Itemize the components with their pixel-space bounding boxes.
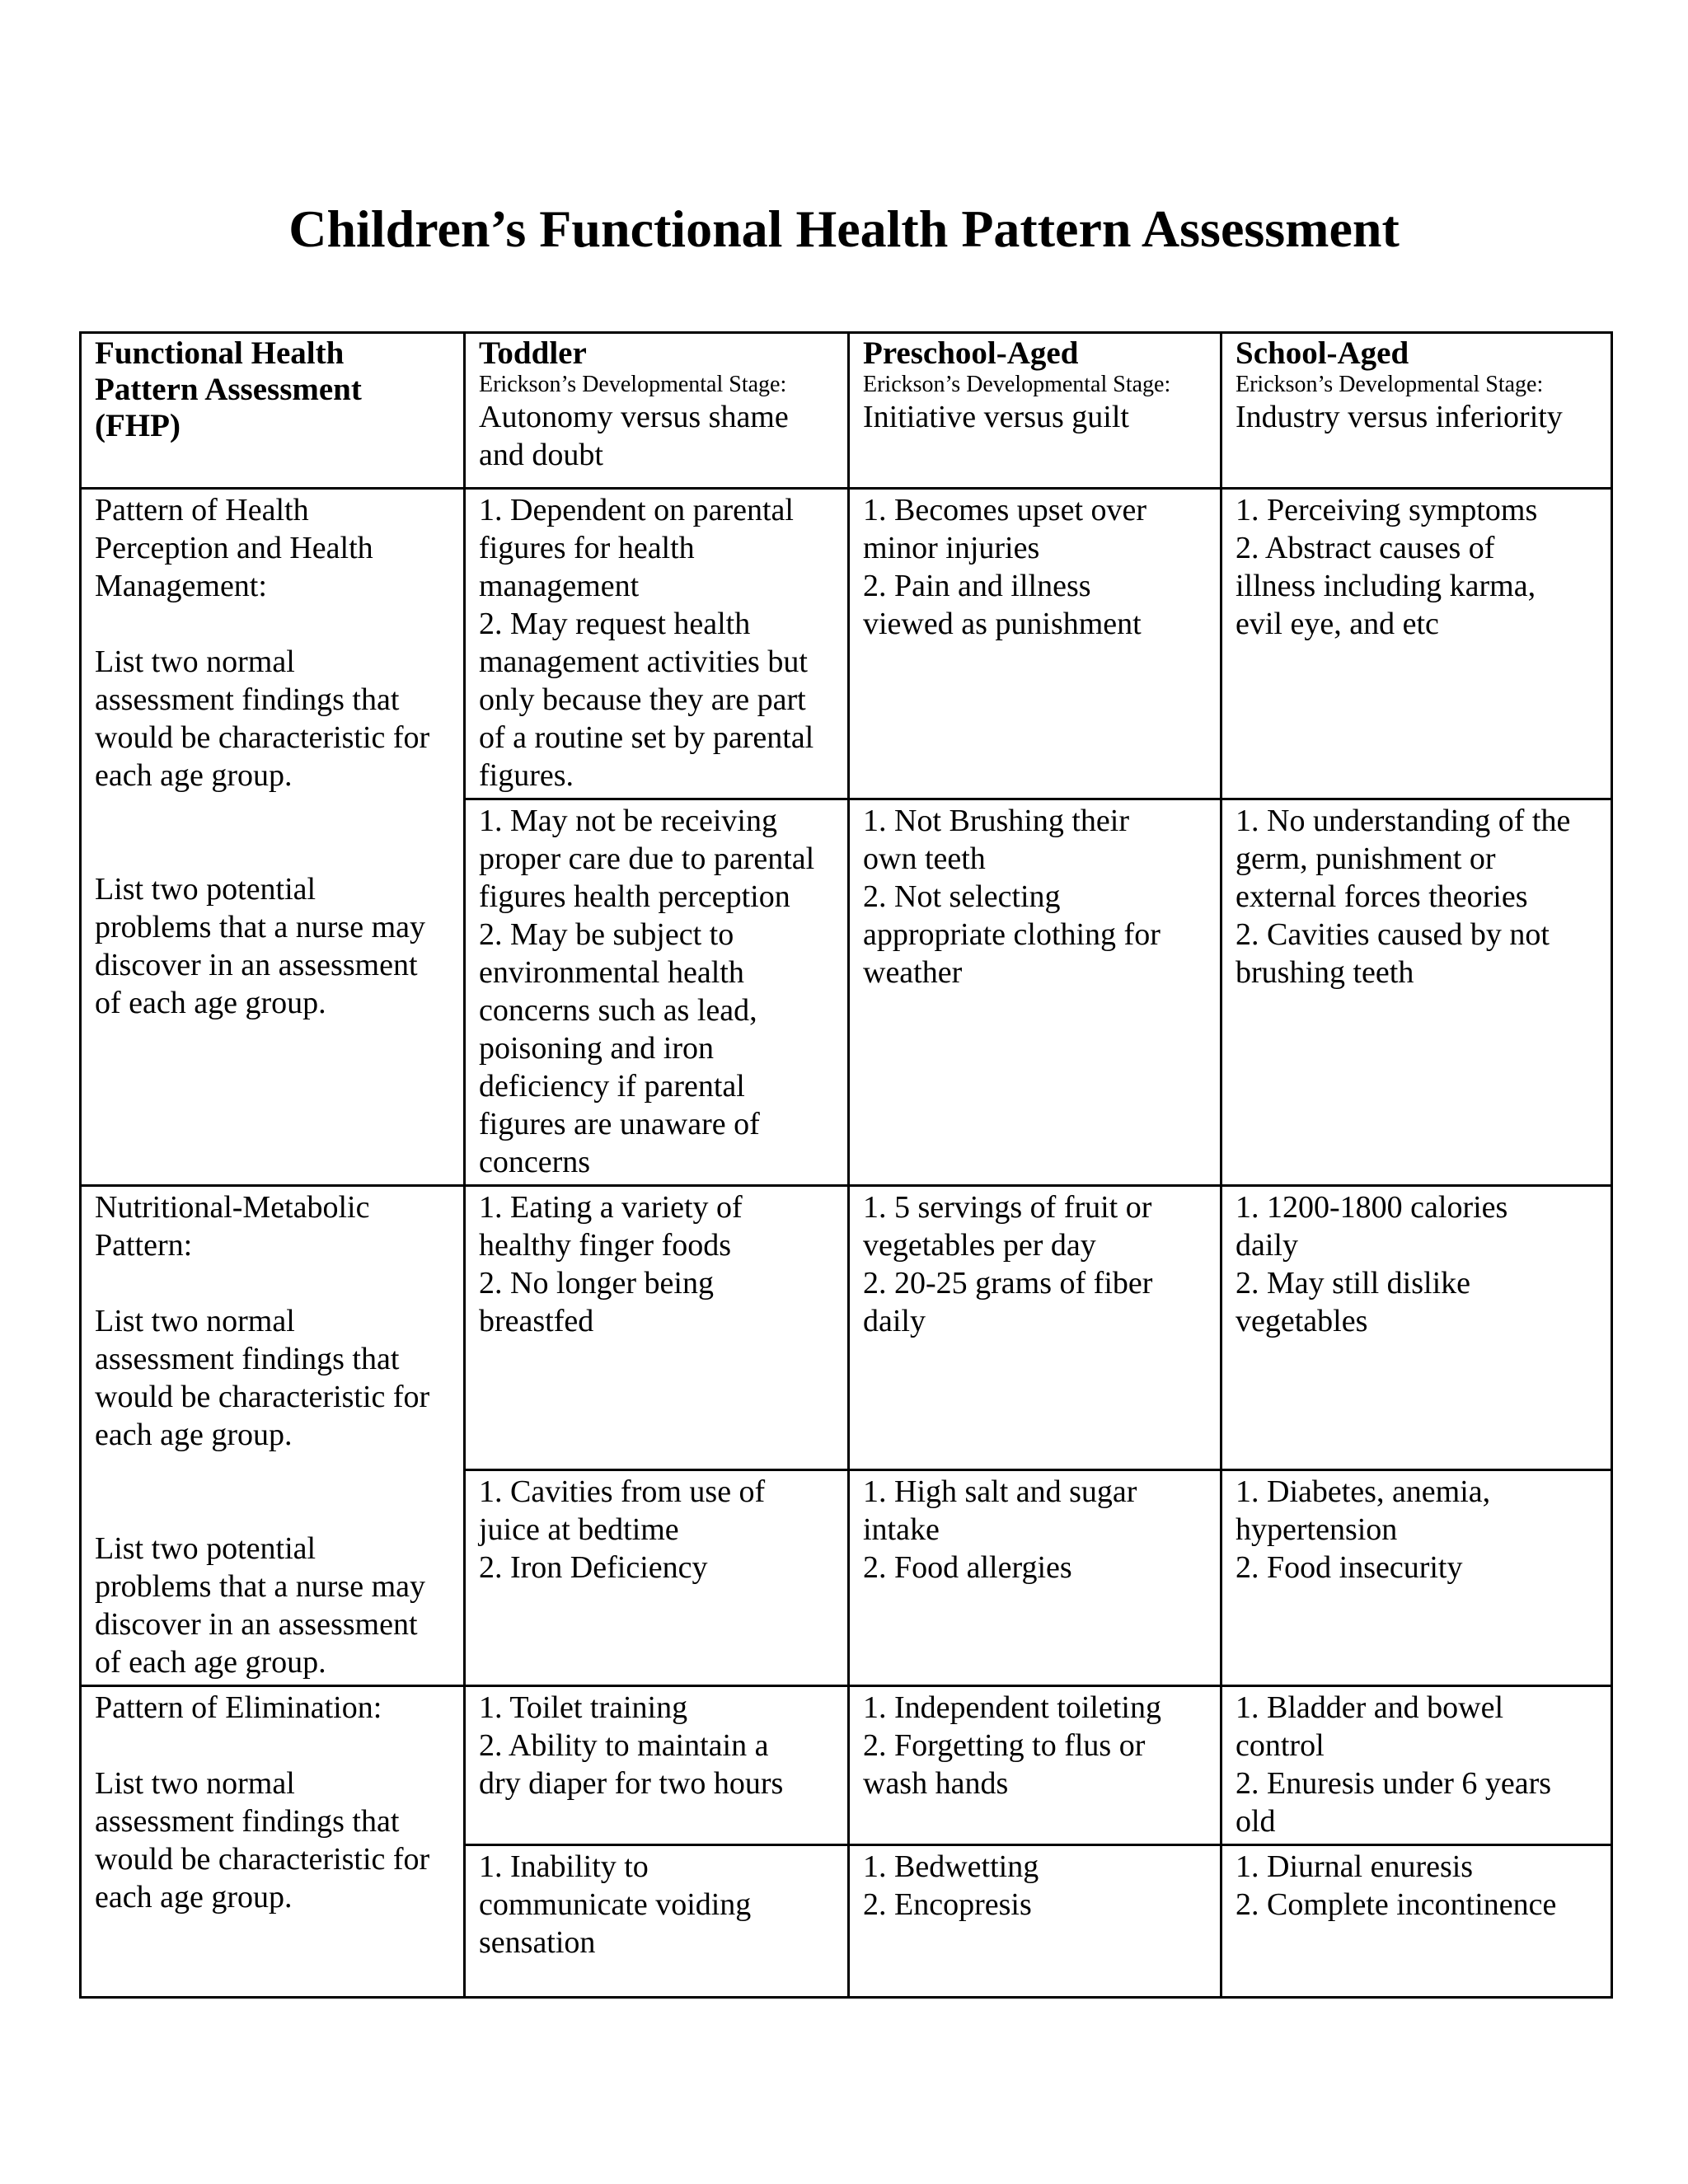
health-pattern-label: Pattern of Health Perception and Health Management: List two normal assessment findings that would be characteristic for each age group. List two potential problems that a nurse may discover in an assessment of each age group. bbox=[81, 489, 465, 1186]
nutrition-normal-school: 1. 1200-1800 calories daily 2. May still dislike vegetables bbox=[1221, 1186, 1612, 1470]
header-preschool: Preschool-Aged Erickson’s Developmental Stage: Initiative versus guilt bbox=[849, 333, 1221, 489]
health-problems-school: 1. No understanding of the germ, punishment or external forces theories 2. Cavities caused by not brushing teeth bbox=[1221, 799, 1612, 1186]
nutrition-normal-preschool: 1. 5 servings of fruit or vegetables per day 2. 20-25 grams of fiber daily bbox=[849, 1186, 1221, 1470]
elimination-problems-preschool: 1. Bedwetting 2. Encopresis bbox=[849, 1845, 1221, 1998]
elimination-normal-school: 1. Bladder and bowel control 2. Enuresis under 6 years old bbox=[1221, 1686, 1612, 1845]
elimination-problems-school: 1. Diurnal enuresis 2. Complete incontinence bbox=[1221, 1845, 1612, 1998]
health-normal-school: 1. Perceiving symptoms 2. Abstract causes of illness including karma, evil eye, and etc bbox=[1221, 489, 1612, 799]
health-normal-toddler: 1. Dependent on parental figures for health management 2. May request health management activities but only because they are part of a routine set by parental figures. bbox=[465, 489, 849, 799]
health-normal-row bbox=[81, 489, 1612, 799]
health-problems-preschool: 1. Not Brushing their own teeth 2. Not selecting appropriate clothing for weather bbox=[849, 799, 1221, 1186]
nutrition-problems-preschool: 1. High salt and sugar intake 2. Food allergies bbox=[849, 1469, 1221, 1685]
header-school: School-Aged Erickson’s Developmental Stage: Industry versus inferiority bbox=[1221, 333, 1612, 489]
elimination-normal-toddler: 1. Toilet training 2. Ability to maintain a dry diaper for two hours bbox=[465, 1686, 849, 1845]
elimination-normal-preschool: 1. Independent toileting 2. Forgetting to flus or wash hands bbox=[849, 1686, 1221, 1845]
header-toddler: Toddler Erickson’s Developmental Stage: Autonomy versus shame and doubt bbox=[465, 333, 849, 489]
nutrition-normal-row bbox=[81, 1186, 1612, 1470]
header-row bbox=[81, 333, 1612, 489]
elimination-normal-row bbox=[81, 1686, 1612, 1845]
nutrition-normal-toddler: 1. Eating a variety of healthy finger foods 2. No longer being breastfed bbox=[465, 1186, 849, 1470]
health-problems-toddler: 1. May not be receiving proper care due to parental figures health perception 2. May be subject to environmental health concerns such as lead, poisoning and iron deficiency if parental figures are unaware of concerns bbox=[465, 799, 849, 1186]
nutrition-problems-toddler: 1. Cavities from use of juice at bedtime 2. Iron Deficiency bbox=[465, 1469, 849, 1685]
page-title: Children’s Functional Health Pattern Assessment bbox=[288, 199, 1400, 258]
assessment-table bbox=[79, 331, 1613, 1999]
nutrition-pattern-label: Nutritional-Metabolic Pattern: List two normal assessment findings that would be characteristic for each age group. List two potential problems that a nurse may discover in an assessment of each age group. bbox=[81, 1186, 465, 1686]
elimination-problems-toddler: 1. Inability to communicate voiding sensation bbox=[465, 1845, 849, 1998]
nutrition-problems-school: 1. Diabetes, anemia, hypertension 2. Food insecurity bbox=[1221, 1469, 1612, 1685]
elimination-pattern-label: Pattern of Elimination: List two normal assessment findings that would be characteristic for each age group. bbox=[81, 1686, 465, 1998]
header-fhp: Functional Health Pattern Assessment (FHP) bbox=[81, 333, 465, 489]
health-normal-preschool: 1. Becomes upset over minor injuries 2. Pain and illness viewed as punishment bbox=[849, 489, 1221, 799]
